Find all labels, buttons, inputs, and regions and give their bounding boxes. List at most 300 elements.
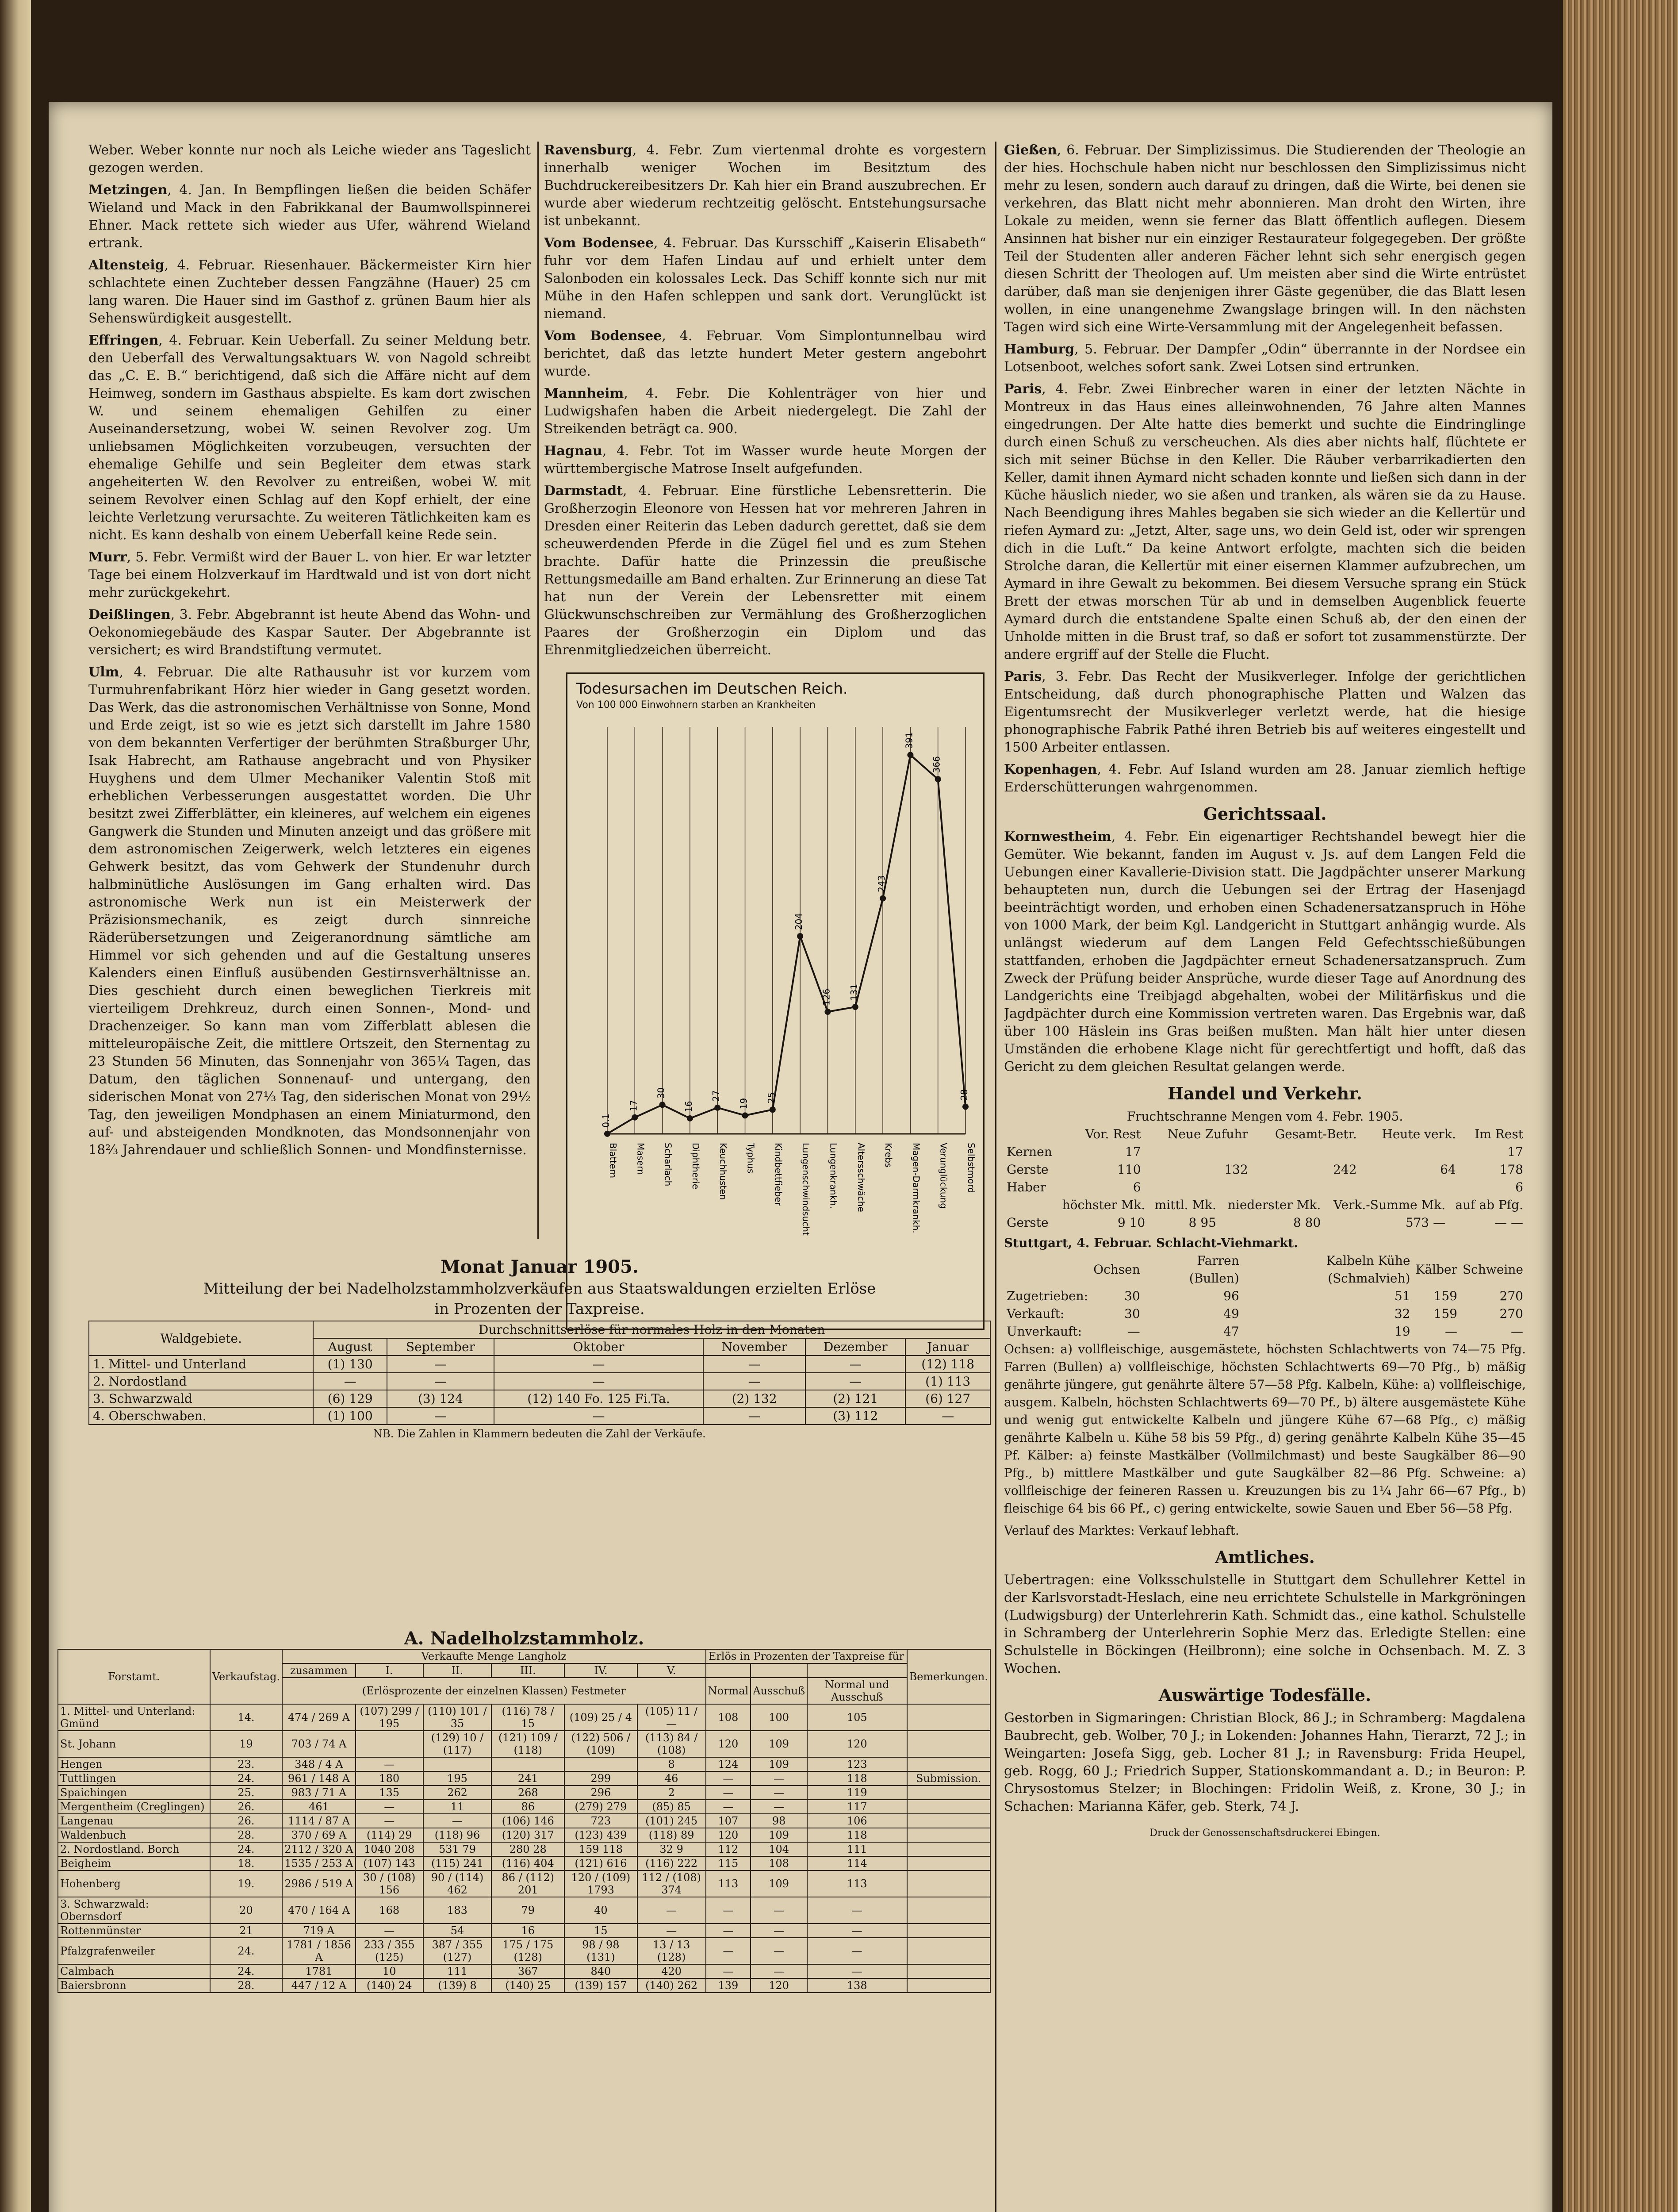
class-cell: 86 / (112) 201: [491, 1870, 564, 1897]
table-row: [58, 1731, 990, 1757]
class-cell: (118) 96: [423, 1828, 492, 1842]
forstamt-cell: 2. Nordostland. Borch: [58, 1842, 210, 1856]
chart-data-label: 19: [738, 1098, 749, 1110]
class-cell: 120 / (109) 1793: [564, 1870, 637, 1897]
table-header-cell: Gesamt-Betr.: [1275, 1127, 1357, 1141]
class-cell: (279) 279: [564, 1800, 637, 1814]
header-normal: Normal: [706, 1678, 751, 1704]
class-cell: 10: [356, 1964, 423, 1978]
table-cell: —: [703, 1356, 805, 1373]
header-month: Oktober: [494, 1338, 703, 1356]
table-header-row: [1004, 1196, 1526, 1214]
table-row: [58, 1828, 990, 1842]
chart-category-label: Keuchhusten: [718, 1143, 729, 1200]
article-place: Metzingen: [88, 182, 168, 198]
article-text: 4. Februar. Kein Ueberfall. Zu seiner Meldung betr. den Ueberfall des Verwaltungsaktuars W. von Nagold schreibt das „C. E. B.“ berichtigend, daß sich die Affäre nicht auf dem Heimweg, sondern im Gasthaus abspielte. Es kam dort zwischen W. und seinem ehemaligen Gehilfen zu einer Auseinandersetzung, wobei W. seinen Revolver zog. Um unliebsamen Möglichkeiten vorzubeugen, versuchten der ehemalige Gehilfe und sein Begleiter dem etwas stark angeheiterten W. den Revolver zu entreißen, wobei W. mit seinem Revolver einen Schlag auf den Kopf erhielt, der eine leichte Verletzung verursachte. Zu weiteren Tätlichkeiten kam es nicht. Es kann deshalb von einem Ueberfall keine Rede sein.: [88, 333, 531, 543]
chart-point: [852, 1004, 858, 1010]
class-cell: (106) 146: [491, 1814, 564, 1828]
table-cell: 2. Nordostland: [89, 1373, 313, 1390]
zusammen-cell: 1114 / 87 A: [282, 1814, 356, 1828]
table-row: [1004, 1305, 1526, 1323]
class-cell: 531 79: [423, 1842, 492, 1856]
verkaufstag-cell: 24.: [210, 1938, 282, 1964]
forstamt-cell: Langenau: [58, 1814, 210, 1828]
normal-cell: 120: [706, 1731, 751, 1757]
class-cell: 233 / 355 (125): [356, 1938, 423, 1964]
chart-data-label: 0.1: [601, 1113, 611, 1128]
table-row: [89, 1390, 990, 1407]
table-cell: (1) 100: [313, 1407, 387, 1425]
table-row: [1004, 1179, 1526, 1196]
normal-ausschuss-cell: 119: [807, 1786, 907, 1800]
normal-ausschuss-cell: 111: [807, 1842, 907, 1856]
stammholz-table: [57, 1649, 991, 1993]
table-cell: [1144, 1179, 1251, 1196]
normal-cell: 120: [706, 1828, 751, 1842]
table-row: [1004, 1214, 1526, 1232]
table-cell: — —: [1494, 1215, 1523, 1230]
table-row: [58, 1704, 990, 1731]
table-cell: [1360, 1179, 1459, 1196]
class-cell: (122) 506 / (109): [564, 1731, 637, 1757]
chart-title: Todesursachen im Deutschen Reich.: [576, 680, 848, 698]
zusammen-cell: 703 / 74 A: [282, 1731, 356, 1757]
news-article: Vom Bodensee, 4. Februar. Vom Simplontunnelbau wird berichtet, daß das letzte hundert Meter gestern angebohrt wurde.: [544, 328, 986, 379]
header-month: September: [387, 1338, 494, 1356]
zusammen-cell: 1781: [282, 1964, 356, 1978]
verkaufstag-cell: 28.: [210, 1828, 282, 1842]
normal-ausschuss-cell: 114: [807, 1856, 907, 1870]
table-header-cell: Farren (Bullen): [1189, 1253, 1239, 1286]
article-place: Ravensburg: [544, 142, 632, 158]
class-cell: 111: [423, 1964, 492, 1978]
normal-cell: —: [706, 1800, 751, 1814]
forstamt-cell: Calmbach: [58, 1964, 210, 1978]
forstamt-cell: Spaichingen: [58, 1786, 210, 1800]
normal-ausschuss-cell: —: [807, 1964, 907, 1978]
class-cell: (105) 11 / —: [637, 1704, 706, 1731]
chart-category-label: Magen-Darmkrankh.: [911, 1143, 922, 1233]
foreign-news-list: [1004, 142, 1526, 796]
header-monthly-avg: Durchschnittserlöse für normales Holz in den Monaten: [313, 1321, 990, 1338]
amtliches-text: Uebertragen: eine Volksschulstelle in Stuttgart dem Schullehrer Kettel in der Karlsvorstadt-Heslach, eine neu errichtete Schulstelle in Markgröningen (Ludwigsburg) der Unterlehrerin Kath. Schmidt das., eine kathol. Schulstelle in Schramberg der Unterlehrerin Sophie Merz das. Erledigte Stellen: eine Schulstelle in Böckingen (Heilbronn); eine solche in Ochsenbach. M. Z. 3 Wochen.: [1004, 1572, 1526, 1676]
article-place: Ulm: [88, 664, 119, 680]
ausschuss-cell: 104: [751, 1842, 807, 1856]
forstamt-cell: 3. Schwarzwald: Obernsdorf: [58, 1897, 210, 1924]
header-class: IV.: [564, 1663, 637, 1678]
table-header-cell: [1004, 1125, 1067, 1143]
bemerkung-cell: [907, 1731, 990, 1757]
header-class: III.: [491, 1663, 564, 1678]
article-text: 4. Febr. Die Kohlenträger von hier und Ludwigshafen haben die Arbeit niedergelegt. Die Zahl der Streikenden beträgt ca. 900.: [544, 386, 986, 437]
chart-data-label: 30: [655, 1087, 667, 1099]
todesfaelle-text: Gestorben in Sigmaringen: Christian Block, 86 J.; in Schramberg: Magdalena Baubrecht, geb. Wolber, 70 J.; in Lokenden: Johannes Hahn, Tierarzt, 72 J.; in Weingarten: Josefa Sigg, geb. Locher 81 J.; in Ravensburg: Frida Heupel, geb. Rogg, 60 J.; Friedrich Supper, Stationskommandant a. D.; in Beuron: P. Chrysostomus Stelzer; in Blochingen: Fridolin Weiß, z. Krone, 30 J.; in Schachen: Marianna Käfer, geb. Sterk, 74 J.: [1004, 1710, 1526, 1814]
table-cell: 178: [1499, 1162, 1523, 1177]
stuttgart-market-head: Stuttgart, 4. Februar. Schlacht-Viehmarkt.: [1004, 1236, 1298, 1250]
zusammen-cell: 370 / 69 A: [282, 1828, 356, 1842]
imprint: Druck der Genossenschaftsdruckerei Ebingen.: [1149, 1828, 1380, 1839]
header-erloes: Erlös in Prozenten der Taxpreise für: [706, 1649, 907, 1663]
verkaufstag-cell: 14.: [210, 1704, 282, 1731]
table-row: [58, 1800, 990, 1814]
verkaufstag-cell: 23.: [210, 1757, 282, 1771]
class-cell: (113) 84 / (108): [637, 1731, 706, 1757]
bemerkung-cell: [907, 1897, 990, 1924]
class-cell: 723: [564, 1814, 637, 1828]
bemerkung-cell: [907, 1924, 990, 1938]
table-cell: —: [387, 1407, 494, 1425]
class-cell: 387 / 355 (127): [423, 1938, 492, 1964]
table-header-cell: [1004, 1196, 1054, 1214]
normal-ausschuss-cell: 138: [807, 1978, 907, 1993]
class-cell: —: [637, 1924, 706, 1938]
chart-data-label: 25: [766, 1092, 777, 1104]
header-waldgebiete: Waldgebiete.: [89, 1321, 313, 1356]
news-article: Ravensburg, 4. Febr. Zum viertenmal drohte es vorgestern innerhalb weniger Wochen im Besitztum des Buchdruckereibesitzers Dr. Kah hier ein Brand auszubrechen. Er wurde aber wiederum rechtzeitig gelöscht. Entstehungsursache ist unbekannt.: [544, 142, 986, 229]
table-cell: 270: [1499, 1306, 1523, 1321]
chart-point: [797, 933, 803, 939]
class-cell: [356, 1731, 423, 1757]
verkaufstag-cell: 26.: [210, 1814, 282, 1828]
bemerkung-cell: [907, 1842, 990, 1856]
table-cell: 49: [1223, 1306, 1239, 1321]
table-cell: [1360, 1143, 1459, 1161]
column-rule: [995, 142, 996, 2212]
verkaufstag-cell: 24.: [210, 1771, 282, 1786]
month-summary-block: [88, 1256, 991, 1444]
table-cell: 159: [1433, 1289, 1457, 1303]
article-text: 6. Februar. Der Simplizissimus. Die Studierenden der Theologie an der hies. Hochschule haben nicht nur beschlossen den Simplizissimus nicht mehr zu lesen, sondern auch darauf zu dringen, daß die Wirte, bei denen sie verkehren, das Blatt nicht mehr abonnieren. Man droht den Wirten, ihre Lokale zu meiden, wenn sie ferner das Blatt öffentlich auflegen. Diesem Ansinnen hat bisher nur ein einziger Restaurateur folgegegeben. Der größte Teil der Studenten aller anderen Fächer lehnt sich sehr energisch gegen diesen Schritt der Theologen auf. Um meisten aber sind die Wirte entrüstet darüber, daß man sie denjenigen ihrer Gäste gegenüber, die das Blatt lesen wollen, in eine unangenehme Zwangslage bringen will. In den nächsten Tagen wird sich eine Wirte-Versammlung mit der Angelegenheit befassen.: [1004, 142, 1526, 335]
header-ausschuss: Ausschuß: [751, 1678, 807, 1704]
chart-data-label: 391: [904, 732, 915, 749]
table-header-cell: Im Rest: [1475, 1127, 1523, 1141]
zusammen-cell: 719 A: [282, 1924, 356, 1938]
table-cell: Gerste: [1007, 1162, 1049, 1177]
class-cell: 180: [356, 1771, 423, 1786]
normal-cell: 115: [706, 1856, 751, 1870]
table-cell: 159: [1433, 1306, 1457, 1321]
header-month: Januar: [905, 1338, 990, 1356]
article-text: 4. Jan. In Bempflingen ließen die beiden Schäfer Wieland und Mack in den Fabrikkanal der Baumwollspinnerei Ehner. Mack rettete sich wieder aus Ufer, während Wieland ertrank.: [88, 182, 531, 251]
table-cell: 270: [1499, 1289, 1523, 1303]
header-forstamt: Forstamt.: [58, 1649, 210, 1704]
zusammen-cell: 1535 / 253 A: [282, 1856, 356, 1870]
class-cell: 262: [423, 1786, 492, 1800]
table-cell: —: [313, 1373, 387, 1390]
class-cell: 40: [564, 1897, 637, 1924]
forstamt-cell: Baiersbronn: [58, 1978, 210, 1993]
newspaper-page: [49, 102, 1552, 2212]
news-article: Gießen, 6. Februar. Der Simplizissimus. Die Studierenden der Theologie an der hies. Hochschule haben nicht nur beschlossen den Simplizissimus nicht mehr zu lesen, sondern auch darauf zu dringen, daß die Wirte, bei denen sie verkehren, das Blatt nicht mehr abonnieren. Man droht den Wirten, ihre Lokale zu meiden, wenn sie ferner das Blatt öffentlich auflegen. Diesem Ansinnen hat bisher nur ein einziger Restaurateur folgegegeben. Der größte Teil der Studenten aller anderen Fächer lehnt sich sehr energisch gegen diesen Schritt der Theologen auf. Um meisten aber sind die Wirte entrüstet darüber, daß man sie denjenigen ihrer Gäste gegenüber, die das Blatt lesen wollen, in eine unangenehme Zwangslage bringen will. In den nächsten Tagen wird sich eine Wirte-Versammlung mit der Angelegenheit befassen.: [1004, 142, 1526, 335]
mortality-chart: [566, 672, 985, 1330]
table-cell: 47: [1223, 1324, 1239, 1339]
month-subtitle-1: Mitteilung der bei Nadelholzstammholzverkäufen aus Staatswaldungen erzielten Erlöse: [203, 1280, 876, 1298]
table-header-cell: Kälber: [1415, 1262, 1457, 1277]
bemerkung-cell: [907, 1704, 990, 1731]
forstamt-cell: St. Johann: [58, 1731, 210, 1757]
header-class: I.: [356, 1663, 423, 1678]
class-cell: 1040 208: [356, 1842, 423, 1856]
table-cell: —: [703, 1407, 805, 1425]
class-cell: —: [637, 1897, 706, 1924]
ausschuss-cell: —: [751, 1924, 807, 1938]
gericht-article: Kornwestheim, 4. Febr. Ein eigenartiger Rechtshandel bewegt hier die Gemüter. Wie bekannt, fanden im August v. Js. auf dem Langen Feld die Uebungen einer Kavallerie-Division statt. Die Jagdpächter unserer Markung behaupteten nun, durch die Uebungen sei der Ertrag der Hasenjagd beeinträchtigt worden, und erhoben einen Schadenersatzanspruch in Höhe von 1000 Mark, der beim Kgl. Landgericht in Stuttgart anhängig wurde. Als unlängst wiederum auf dem Langen Feld Gefechtsschießübungen stattfanden, erhoben die Jagdpächter erneut Schadenersatzanspruch. Zum Zweck der Prüfung beider Ansprüche, wurde dieser Tage auf Anordnung des Landgerichts eine Treibjagd abgehalten, wobei der Militärfiskus und die Jagdpächter durch eine Kommission vertreten waren. Das Ergebnis war, daß über 100 Häslein ins Gras beißen mußten. Man hält hier unter diesen Umständen die erhobene Klage nicht für gerechtfertigt und hofft, daß das Gericht zu dem gleichen Resultat gelangen werde.: [1004, 829, 1526, 1075]
section-title-todesfaelle: Auswärtige Todesfälle.: [1158, 1685, 1372, 1705]
table-cell: 132: [1224, 1162, 1248, 1177]
normal-cell: 124: [706, 1757, 751, 1771]
market-course: Verlauf des Marktes: Verkauf lebhaft.: [1004, 1523, 1239, 1538]
article-text: 4. Febr. Auf Island wurden am 28. Januar ziemlich heftige Erderschütterungen wahrgenommen.: [1004, 762, 1526, 795]
table-cell: (6) 129: [313, 1390, 387, 1407]
zusammen-cell: 961 / 148 A: [282, 1771, 356, 1786]
class-cell: 367: [491, 1964, 564, 1978]
normal-cell: 107: [706, 1814, 751, 1828]
section-title-gericht: Gerichtssaal.: [1203, 804, 1327, 824]
verkaufstag-cell: 19: [210, 1731, 282, 1757]
article-place: Murr: [88, 549, 127, 565]
class-cell: 11: [423, 1800, 492, 1814]
article-place: Hamburg: [1004, 342, 1075, 357]
zusammen-cell: 2112 / 320 A: [282, 1842, 356, 1856]
table-row: [58, 1856, 990, 1870]
table-header-cell: Vor. Rest: [1085, 1127, 1141, 1141]
table-row: [58, 1938, 990, 1964]
class-cell: (110) 101 / 35: [423, 1704, 492, 1731]
ausschuss-cell: —: [751, 1800, 807, 1814]
class-cell: 98 / 98 (131): [564, 1938, 637, 1964]
ausschuss-cell: 109: [751, 1828, 807, 1842]
news-article: Kopenhagen, 4. Febr. Auf Island wurden am 28. Januar ziemlich heftige Erderschütterungen wahrgenommen.: [1004, 762, 1526, 795]
article-text: 4. Februar. Das Kursschiff „Kaiserin Elisabeth“ fuhr vor dem Hafen Lindau auf und erhielt unter dem Salonboden ein kolossales Leck. Das Schiff konnte sich nur mit Mühe in den Hafen schleppen und sank dort. Verunglückt ist niemand.: [544, 235, 986, 322]
class-cell: —: [356, 1800, 423, 1814]
chart-point: [604, 1131, 610, 1137]
header-spacer: [807, 1663, 907, 1678]
chart-data-label: 28: [959, 1089, 969, 1101]
header-month: November: [703, 1338, 805, 1356]
class-cell: (121) 616: [564, 1856, 637, 1870]
table-row: [1004, 1323, 1526, 1340]
article-place: Effringen: [88, 333, 159, 348]
ausschuss-cell: —: [751, 1897, 807, 1924]
class-cell: (120) 317: [491, 1828, 564, 1842]
article-text: 5. Februar. Der Dampfer „Odin“ überrannte in der Nordsee ein Lotsenboot, welches sofort sank. Zwei Lotsen sind ertrunken.: [1004, 342, 1526, 375]
column-local-news: [88, 142, 531, 1243]
verkaufstag-cell: 25.: [210, 1786, 282, 1800]
class-cell: (107) 299 / 195: [356, 1704, 423, 1731]
table-header-cell: Neue Zufuhr: [1167, 1127, 1248, 1141]
fruit-market-head: Fruchtschranne Mengen vom 4. Febr. 1905.: [1126, 1109, 1403, 1124]
news-article: Paris, 4. Febr. Zwei Einbrecher waren in einer der letzten Nächte in Montreux in das Haus eines alleinwohnenden, 76 Jahre alten Mannes eingedrungen. Der Alte hatte dies bemerkt und suchte die Eindringlinge durch einen Schuß zu verscheuchen. Als dies aber nichts half, flüchtete er sich mit seiner Büchse in den Keller. Die Räuber verbarrikadierten den Keller, damit ihnen Aymard nicht schaden konnte und ließen sich dann in der Küche häuslich nieder, wo sie aßen und tranken, als wären sie da zu Hause. Nach Beendigung ihres Mahles begaben sie sich wieder an die Kellertür und riefen Aymard zu: „Jetzt, Alter, sage uns, wo dein Geld ist, oder wir sprengen dich in die Luft.“ Da keine Antwort erfolgte, machten sich die beiden Strolche daran, die Kellertür mit einer eisernen Klammer aufzubrechen, um Aymard in ihre Gewalt zu bekommen. Bei diesem Versuche sprang ein Stück Brett der etwas morschen Tür ab und in demselben Augenblick feuerte Aymard durch die entstandene Spalte einen Schuß ab, der den einen der Unholde mitten in die Brust traf, so daß er sofort tot zusammenstürzte. Der andere ergriff auf der Stelle die Flucht.: [1004, 381, 1526, 662]
article-place: Kopenhagen: [1004, 762, 1097, 777]
article-text: 4. Februar. Riesenhauer. Bäckermeister Kirn hier schlachtete einen Zuchteber dessen Fangzähne (Hauer) 25 cm lang waren. Die Hauer sind im Gasthof z. grünen Baum hier als Sehenswürdigkeit ausgestellt.: [88, 257, 531, 326]
news-article: Paris, 3. Febr. Das Recht der Musikverleger. Infolge der gerichtlichen Entscheidung, daß durch phonographische Platten und Walzen das Eigentumsrecht der Musikverleger verletzt werde, hat die hiesige phonographische Fabrik Pathé ihren Betrieb bis auf weiteres eingestellt und 1500 Arbeiter entlassen.: [1004, 669, 1526, 755]
news-article: Darmstadt, 4. Februar. Eine fürstliche Lebensretterin. Die Großherzogin Eleonore von Hessen hat vor mehreren Jahren in Dresden einer Reiterin das Leben dadurch gerettet, daß sie dem scheuwerdenden Pferde in die Zügel fiel und es zum Stehen brachte. Dafür hatte die Prinzessin die preußische Rettungsmedaille am Band erhalten. Zur Erinnerung an diese Tat hat nun der Verein der Lebensretter mit einem Glückwunschschreiben zur Vermählung des Großherzoglichen Paares der Großherzogin ein Diplom und das Ehrenmitgliedzeichen überreicht.: [544, 483, 986, 658]
chart-point: [714, 1105, 720, 1111]
normal-cell: 139: [706, 1978, 751, 1993]
class-cell: 183: [423, 1897, 492, 1924]
normal-cell: 113: [706, 1870, 751, 1897]
chart-category-label: Typhus: [745, 1143, 756, 1174]
column-rule: [537, 142, 539, 1239]
table-cell: (6) 127: [905, 1390, 990, 1407]
class-cell: 32 9: [637, 1842, 706, 1856]
table-header-cell: höchster Mk.: [1062, 1198, 1145, 1212]
class-cell: —: [356, 1814, 423, 1828]
normal-cell: 108: [706, 1704, 751, 1731]
normal-ausschuss-cell: 120: [807, 1731, 907, 1757]
class-cell: (101) 245: [637, 1814, 706, 1828]
chart-category-label: Scharlach: [663, 1143, 674, 1187]
ausschuss-cell: —: [751, 1771, 807, 1786]
chart-data-label: 131: [848, 983, 859, 1001]
bemerkung-cell: [907, 1978, 990, 1993]
class-cell: (114) 29: [356, 1828, 423, 1842]
table-cell: 17: [1507, 1144, 1523, 1159]
table-header-cell: [1004, 1252, 1091, 1287]
ausschuss-cell: 100: [751, 1704, 807, 1731]
normal-ausschuss-cell: —: [807, 1897, 907, 1924]
normal-ausschuss-cell: —: [807, 1924, 907, 1938]
section-title-handel: Handel und Verkehr.: [1168, 1083, 1362, 1103]
news-article: Hamburg, 5. Februar. Der Dampfer „Odin“ überrannte in der Nordsee ein Lotsenboot, welches sofort sank. Zwei Lotsen sind ertrunken.: [1004, 342, 1526, 375]
normal-ausschuss-cell: 105: [807, 1704, 907, 1731]
class-cell: (116) 222: [637, 1856, 706, 1870]
chart-data-label: 126: [821, 988, 832, 1006]
class-cell: 268: [491, 1786, 564, 1800]
class-cell: 420: [637, 1964, 706, 1978]
forstamt-cell: Mergentheim (Creglingen): [58, 1800, 210, 1814]
article-text: 4. Febr. Tot im Wasser wurde heute Morgen der württembergische Matrose Inselt aufgefunden.: [544, 443, 986, 476]
class-cell: (116) 78 / 15: [491, 1704, 564, 1731]
normal-cell: 112: [706, 1842, 751, 1856]
news-article: Altensteig, 4. Februar. Riesenhauer. Bäckermeister Kirn hier schlachtete einen Zuchteber dessen Fangzähne (Hauer) 25 cm lang waren. Die Hauer sind im Gasthof z. grünen Baum hier als Sehenswürdigkeit ausgestellt.: [88, 257, 531, 326]
table-cell: 51: [1394, 1289, 1410, 1303]
table-header-row: [1004, 1125, 1526, 1143]
class-cell: (118) 89: [637, 1828, 706, 1842]
table-cell: —: [387, 1373, 494, 1390]
header-spacer: [706, 1663, 751, 1678]
class-cell: (121) 109 / (118): [491, 1731, 564, 1757]
table-header-row: [1004, 1252, 1526, 1287]
forstamt-cell: Tuttlingen: [58, 1771, 210, 1786]
table-row: [58, 1771, 990, 1786]
header-class: II.: [423, 1663, 492, 1678]
zusammen-cell: 474 / 269 A: [282, 1704, 356, 1731]
news-article: Effringen, 4. Februar. Kein Ueberfall. Zu seiner Meldung betr. den Ueberfall des Verwaltungsaktuars W. von Nagold schreibt das „C. E. B.“ berichtigend, daß sich die Affäre nicht auf dem Heimweg, sondern im Gasthaus abspielte. Es kam dort zwischen W. und seinem ehemaligen Gehilfen zu einer Auseinandersetzung, wobei W. seinen Revolver zog. Um unliebsamen Möglichkeiten vorzubeugen, versuchten der ehemalige Gehilfe und sein Begleiter dem etwas stark angeheiterten W. den Revolver zu entreißen, wobei W. mit seinem Revolver einen Schlag auf den Kopf erhielt, der eine leichte Verletzung verursachte. Zu weiteren Tätlichkeiten kam es nicht. Es kann deshalb von einem Ueberfall keine Rede sein.: [88, 333, 531, 543]
stammholz-block: [57, 1628, 991, 1993]
class-cell: 296: [564, 1786, 637, 1800]
news-article: [88, 142, 531, 177]
table-cell: 8 80: [1293, 1215, 1321, 1230]
news-article: Vom Bodensee, 4. Februar. Das Kursschiff „Kaiserin Elisabeth“ fuhr vor dem Hafen Lindau auf und erhielt unter dem Salonboden ein kolossales Leck. Das Schiff konnte sich nur mit Mühe in den Hafen schleppen und sank dort. Verunglückt ist niemand.: [544, 235, 986, 322]
article-text: Weber. Weber konnte nur noch als Leiche wieder ans Tageslicht gezogen werden.: [88, 142, 531, 176]
stammholz-title: A. Nadelholzstammholz.: [404, 1628, 644, 1649]
table-cell: —: [1511, 1324, 1523, 1339]
market-block: [1004, 1108, 1526, 1540]
forstamt-cell: 1. Mittel- und Unterland: Gmünd: [58, 1704, 210, 1731]
zusammen-cell: 1781 / 1856 A: [282, 1938, 356, 1964]
table-cell: (12) 140 Fo. 125 Fi.Ta.: [494, 1390, 703, 1407]
book-page-edges: [1563, 0, 1678, 2212]
table-cell: 17: [1125, 1144, 1141, 1159]
section-title-amtliches: Amtliches.: [1215, 1547, 1315, 1567]
class-cell: 175 / 175 (128): [491, 1938, 564, 1964]
zusammen-cell: 348 / 4 A: [282, 1757, 356, 1771]
table-cell: [1144, 1143, 1251, 1161]
news-article: Metzingen, 4. Jan. In Bempflingen ließen die beiden Schäfer Wieland und Mack in den Fabrikkanal der Baumwollspinnerei Ehner. Mack rettete sich wieder aus Ufer, während Wieland ertrank.: [88, 182, 531, 251]
article-text: 4. Februar. Eine fürstliche Lebensretterin. Die Großherzogin Eleonore von Hessen hat vor mehreren Jahren in Dresden einer Reiterin das Leben dadurch gerettet, daß sie dem scheuwerdenden Pferde in die Zügel fiel und es zum Stehen brachte. Dafür hatte die Prinzessin die preußische Rettungsmedaille am Band erhalten. Zur Erinnerung an diese Tat hat nun der Verein der Lebensretter mit einem Glückwunschschreiben zur Vermählung des Großherzoglichen Paares der Großherzogin ein Diplom und das Ehrenmitgliedzeichen überreicht.: [544, 483, 986, 658]
class-cell: 86: [491, 1800, 564, 1814]
class-cell: 13 / 13 (128): [637, 1938, 706, 1964]
normal-ausschuss-cell: 123: [807, 1757, 907, 1771]
table-cell: 1. Mittel- und Unterland: [89, 1356, 313, 1373]
table-row: [58, 1814, 990, 1828]
class-cell: 159 118: [564, 1842, 637, 1856]
chart-point: [824, 1009, 831, 1015]
ausschuss-cell: 109: [751, 1731, 807, 1757]
gericht-place: Kornwestheim: [1004, 829, 1111, 845]
table-cell: 6: [1133, 1180, 1141, 1194]
article-place: Paris: [1004, 381, 1042, 397]
chart-data-label: 27: [711, 1090, 722, 1102]
normal-ausschuss-cell: 118: [807, 1771, 907, 1786]
class-cell: 54: [423, 1924, 492, 1938]
table-row: [58, 1870, 990, 1897]
fruit-market-table: [1004, 1125, 1526, 1196]
chart-point: [907, 752, 913, 758]
table-row: [58, 1786, 990, 1800]
table-header-cell: mittl. Mk.: [1154, 1198, 1216, 1212]
article-place: Altensteig: [88, 257, 165, 273]
table-row: [58, 1924, 990, 1938]
table-header-cell: Heute verk.: [1382, 1127, 1456, 1141]
table-cell: —: [805, 1356, 905, 1373]
verkaufstag-cell: 24.: [210, 1964, 282, 1978]
article-text: 4. Februar. Vom Simplontunnelbau wird berichtet, daß das letzte hundert Meter gestern angebohrt wurde.: [544, 328, 986, 379]
table-cell: Kernen: [1007, 1144, 1052, 1159]
news-article: Mannheim, 4. Febr. Die Kohlenträger von hier und Ludwigshafen haben die Arbeit niedergelegt. Die Zahl der Streikenden beträgt ca. 900.: [544, 386, 986, 437]
chart-point: [770, 1106, 776, 1113]
month-subtitle-2: in Prozenten der Taxpreise.: [434, 1300, 645, 1318]
chart-plot: [567, 674, 983, 1329]
ausschuss-cell: 109: [751, 1757, 807, 1771]
ausschuss-cell: —: [751, 1964, 807, 1978]
zusammen-cell: 470 / 164 A: [282, 1897, 356, 1924]
forstamt-cell: Hohenberg: [58, 1870, 210, 1897]
table-cell: 19: [1394, 1324, 1410, 1339]
verkaufstag-cell: 18.: [210, 1856, 282, 1870]
chart-subtitle: Von 100 000 Einwohnern starben an Krankheiten: [576, 699, 816, 710]
news-article: Hagnau, 4. Febr. Tot im Wasser wurde heute Morgen der württembergische Matrose Inselt aufgefunden.: [544, 443, 986, 476]
chart-category-label: Altersschwäche: [855, 1143, 866, 1212]
class-cell: 46: [637, 1771, 706, 1786]
class-cell: (115) 241: [423, 1856, 492, 1870]
table-cell: (12) 118: [905, 1356, 990, 1373]
forstamt-cell: Waldenbuch: [58, 1828, 210, 1842]
class-cell: —: [356, 1924, 423, 1938]
class-cell: 2: [637, 1786, 706, 1800]
article-place: Paris: [1004, 669, 1042, 684]
table-row: [58, 1964, 990, 1978]
normal-ausschuss-cell: 118: [807, 1828, 907, 1842]
class-cell: 241: [491, 1771, 564, 1786]
class-cell: (123) 439: [564, 1828, 637, 1842]
chart-data-label: 243: [876, 875, 887, 892]
header-zusammen: zusammen: [282, 1663, 356, 1678]
news-article: Deißlingen, 3. Febr. Abgebrannt ist heute Abend das Wohn- und Oekonomiegebäude des Kaspar Sauter. Der Abgebrannte ist versichert; es wird Brandstiftung vermutet.: [88, 607, 531, 658]
chart-category-label: Kindbettfieber: [773, 1143, 784, 1206]
article-text: 5. Febr. Vermißt wird der Bauer L. von hier. Er war letzter Tage bei einem Holzverkauf im Hardtwald und ist von dort nicht mehr zurückgekehrt.: [88, 549, 531, 600]
